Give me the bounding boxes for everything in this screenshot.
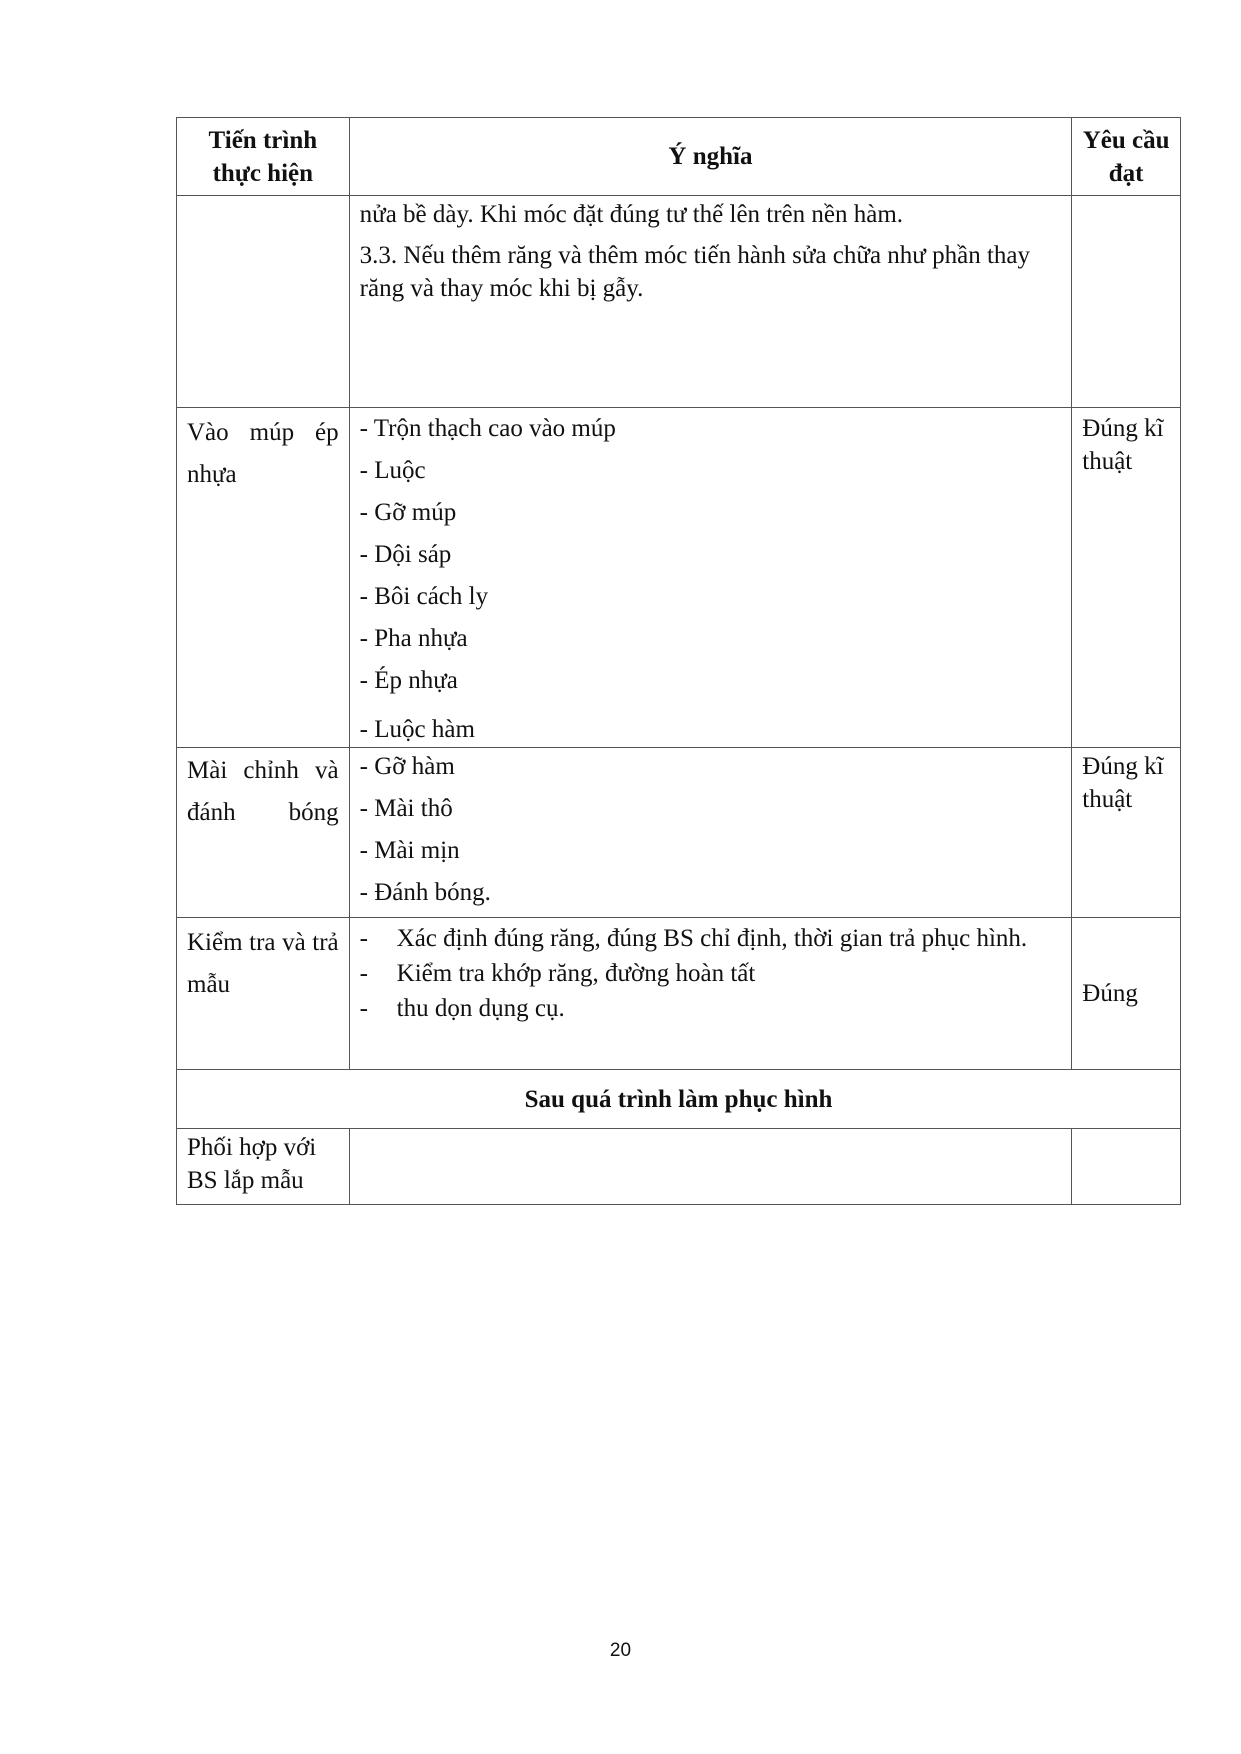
table-row-kiem-tra — [177, 918, 1181, 1070]
requirement-label: Đúng kĩ thuật — [1082, 415, 1164, 475]
header-meaning: Ý nghĩa — [349, 118, 1072, 196]
table-row-vao-mup — [177, 408, 1181, 748]
list-item: - Luộc hàm — [359, 716, 475, 743]
requirement-label: Đúng kĩ thuật — [1082, 753, 1164, 813]
list-item-text: thu dọn dụng cụ. — [396, 995, 565, 1022]
cell-meaning — [349, 408, 1072, 748]
list-item: - Ép nhựa — [359, 667, 458, 694]
page-number: 20 — [609, 1640, 632, 1661]
list-item: - Gỡ múp — [359, 499, 457, 526]
cell-meaning — [349, 918, 1072, 1070]
table-row-phoi-hop — [177, 1129, 1181, 1205]
cell-meaning — [349, 196, 1072, 408]
list-item: - Dội sáp — [359, 541, 452, 568]
cell-meaning — [349, 748, 1072, 918]
cell-step — [177, 1129, 350, 1205]
list-item: - Đánh bóng. — [359, 879, 491, 906]
cell-step — [177, 196, 350, 408]
continued-line-2: 3.3. Nếu thêm răng và thêm móc tiến hành sửa chữa như phần thay răng và thay móc khi bị gẫy. — [359, 242, 1030, 302]
list-item — [360, 957, 1062, 990]
cell-requirement — [1072, 408, 1181, 748]
header-step: Tiến trình thực hiện — [177, 118, 350, 196]
list-item: - Trộn thạch cao vào múp — [359, 415, 616, 442]
header-requirement: Yêu cầu đạt — [1072, 118, 1181, 196]
section-row — [177, 1070, 1181, 1129]
dash-bullet: - — [359, 960, 368, 987]
table-row-continued — [177, 196, 1181, 408]
step-label: Kiểm tra và trả mẫu — [187, 929, 339, 998]
cell-meaning — [349, 1129, 1072, 1205]
cell-step — [177, 408, 350, 748]
continued-line-1: nửa bề dày. Khi móc đặt đúng tư thế lên trên nền hàm. — [359, 201, 904, 228]
cell-step — [177, 918, 350, 1070]
requirement-label: Đúng — [1082, 980, 1138, 1007]
cell-requirement — [1072, 196, 1181, 408]
cell-requirement — [1072, 748, 1181, 918]
step-list — [360, 750, 1062, 909]
header-row — [177, 118, 1181, 196]
dash-bullet: - — [359, 995, 368, 1022]
list-item — [360, 992, 1062, 1025]
list-item: - Luộc — [359, 457, 426, 484]
dash-bullet: - — [359, 925, 368, 952]
list-item: - Pha nhựa — [359, 625, 468, 652]
list-item-text: Xác định đúng răng, đúng BS chỉ định, thời gian trả phục hình. — [396, 925, 1028, 952]
section-title: Sau quá trình làm phục hình — [177, 1070, 1181, 1129]
step-label: Phối hợp với BS lắp mẫu — [187, 1134, 317, 1194]
list-item: - Mài thô — [359, 795, 453, 822]
list-item: - Mài mịn — [359, 837, 460, 864]
list-item-text: Kiểm tra khớp răng, đường hoàn tất — [396, 960, 756, 987]
procedure-table — [176, 117, 1181, 1205]
list-item: - Bôi cách ly — [359, 583, 489, 610]
table-row-mai-chinh — [177, 748, 1181, 918]
step-list — [360, 922, 1062, 1025]
step-label: Mài chỉnh và đánh bóng — [187, 757, 339, 826]
cell-requirement — [1072, 918, 1181, 1070]
list-item: - Gỡ hàm — [359, 753, 455, 780]
list-item — [360, 922, 1062, 955]
cell-requirement — [1072, 1129, 1181, 1205]
step-label: Vào múp ép nhựa — [187, 419, 339, 488]
cell-step — [177, 748, 350, 918]
step-list — [360, 412, 1062, 746]
